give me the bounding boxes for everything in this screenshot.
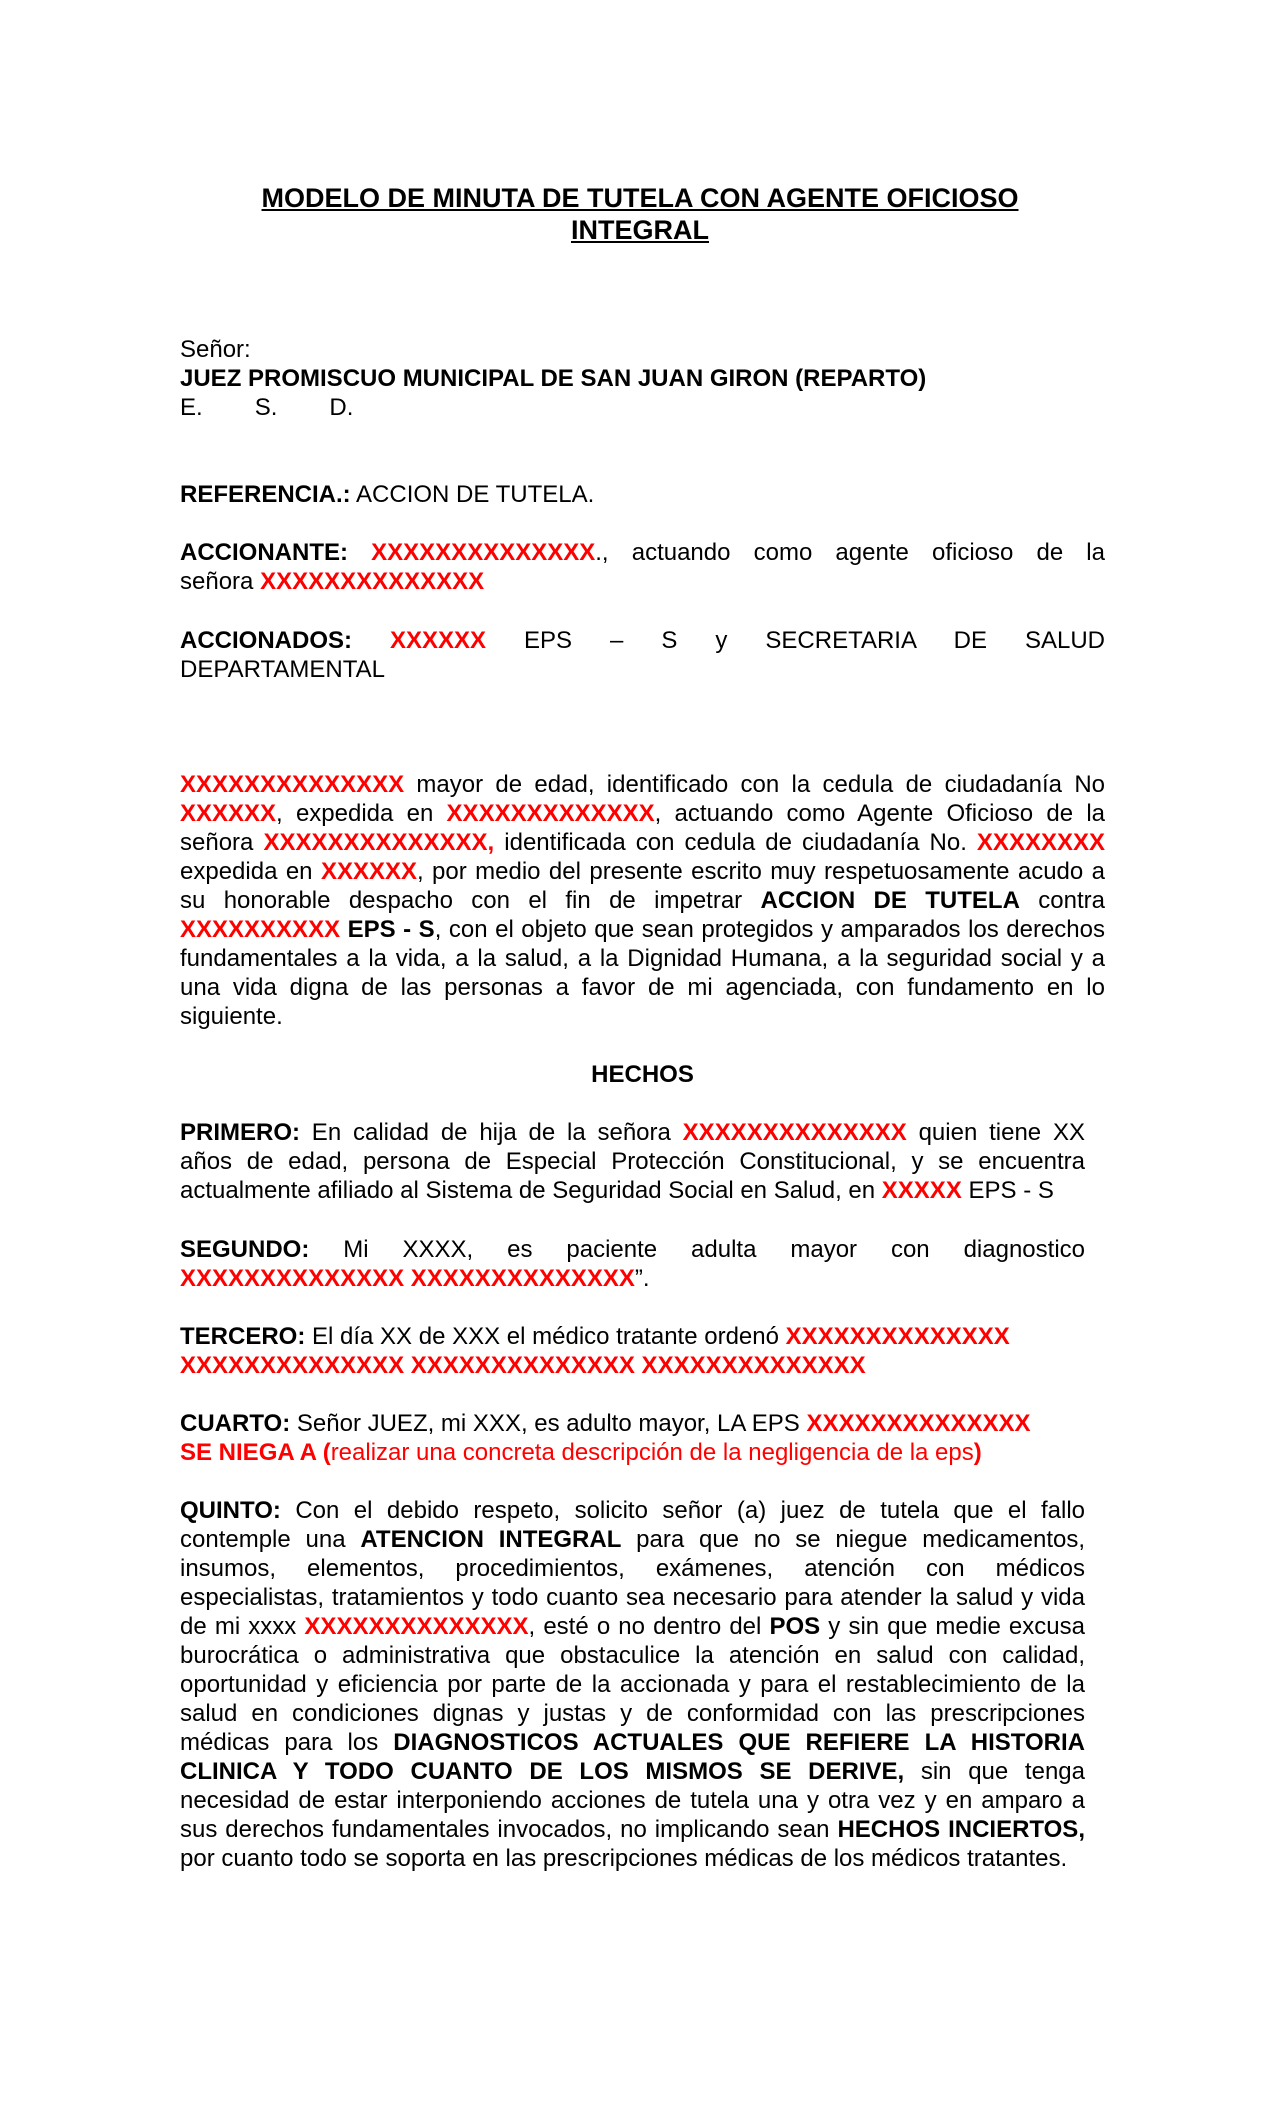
accionante-text-2: señora bbox=[180, 568, 261, 595]
text-run: para que no se niegue medicamentos, insumos, elementos, procedimientos, exámenes, atención con médicos especialistas, tratamientos y todo cuanto sea necesario para atender la salud y vida de mi xxxx bbox=[180, 1526, 1086, 1640]
accionados-label: ACCIONADOS: bbox=[180, 627, 352, 654]
text-run: , actuando como Agente Oficioso de la señora bbox=[180, 800, 1105, 856]
bold-run: HECHOS INCIERTOS, bbox=[837, 1816, 1085, 1843]
redacted-field: XXXXXXXX bbox=[976, 829, 1105, 856]
redacted-field: XXXXXXXXXXXXXX bbox=[806, 1410, 1031, 1437]
esd-e: E. bbox=[180, 394, 203, 421]
text-run: , por medio del presente escrito muy respetuosamente acudo a su honorable despacho con el fin de impetrar bbox=[180, 858, 1106, 914]
tercero-line-2: XXXXXXXXXXXXXX XXXXXXXXXXXXXX XXXXXXXXXXXXXX bbox=[180, 1352, 866, 1379]
accionante-line-1 bbox=[180, 538, 1105, 567]
redacted-field: XXXXXXXXXXXXXX bbox=[682, 1119, 907, 1146]
hecho-tercero bbox=[180, 1322, 1085, 1380]
redacted-field: XXXXX bbox=[881, 1177, 962, 1204]
referencia-label: REFERENCIA.: bbox=[180, 481, 351, 508]
esd-s: S. bbox=[254, 394, 278, 421]
accionante-block bbox=[180, 538, 1105, 596]
hecho-segundo bbox=[180, 1235, 1085, 1293]
text-run: quien tiene XX años de edad, persona de Especial Protección Constitucional, y se encuentra actualmente afiliado al Sistema de Seguridad Social en Salud, en bbox=[180, 1119, 1085, 1204]
bold-run: ATENCION INTEGRAL bbox=[360, 1526, 622, 1553]
esd-line bbox=[180, 393, 1105, 422]
referencia-line bbox=[180, 480, 1105, 509]
accionante-label: ACCIONANTE: bbox=[180, 539, 348, 566]
addressee-block bbox=[180, 335, 1105, 422]
cuarto-line-2 bbox=[180, 1438, 1085, 1467]
text-run: , esté o no dentro del bbox=[528, 1613, 770, 1640]
redacted-field: SE NIEGA A ( bbox=[180, 1439, 331, 1466]
salutation: Señor: bbox=[180, 336, 251, 363]
accionados-block bbox=[180, 626, 1105, 684]
redacted-field: ) bbox=[973, 1439, 982, 1466]
redacted-field: XXXXXXXXXXXXXX XXXXXXXXXXXXXX bbox=[180, 1265, 635, 1292]
text-run: sin que tenga necesidad de estar interponiendo acciones de tutela una y otra vez y en amparo a sus derechos fundamentales invocados, no implicando sean bbox=[180, 1758, 1085, 1843]
text-run: mayor de edad, identificado con la cedula de ciudadanía No bbox=[404, 771, 1105, 798]
hecho-label: QUINTO: bbox=[180, 1497, 281, 1524]
bold-run: EPS - S bbox=[340, 916, 435, 943]
redacted-field: XXXXXX bbox=[320, 858, 417, 885]
text-run: Con el debido respeto, solicito señor (a) juez de tutela que el fallo contemple una bbox=[180, 1497, 1085, 1553]
accionante-text-1: ., actuando como agente oficioso de la bbox=[595, 539, 1105, 566]
cuarto-line-1 bbox=[180, 1409, 1085, 1438]
hecho-label: CUARTO: bbox=[180, 1410, 291, 1437]
redacted-field: XXXXXXXXXXXXXX, bbox=[263, 829, 495, 856]
redacted-field: XXXXXXXXXXXXX bbox=[446, 800, 655, 827]
intro-paragraph bbox=[180, 770, 1105, 1031]
accionados-line-2: DEPARTAMENTAL bbox=[180, 656, 385, 683]
hecho-cuarto bbox=[180, 1409, 1085, 1467]
accionante-line-2 bbox=[180, 567, 1105, 596]
redacted-field: XXXXXXXXXXXXXX bbox=[180, 771, 405, 798]
text-run: por cuanto todo se soporta en las prescripciones médicas de los médicos tratantes. bbox=[180, 1845, 1068, 1872]
esd-d: D. bbox=[329, 394, 354, 421]
hecho-label: TERCERO: bbox=[180, 1323, 306, 1350]
segundo-line-2 bbox=[180, 1264, 1085, 1293]
bold-run: DIAGNOSTICOS ACTUALES QUE REFIERE LA HISTORIA CLINICA Y TODO CUANTO DE LOS MISMOS SE DERIVE, bbox=[180, 1729, 1085, 1785]
redacted-field: XXXXXXXXXXXXXX bbox=[304, 1613, 529, 1640]
bold-run: ACCION DE TUTELA bbox=[760, 887, 1020, 914]
accionados-name: XXXXXX bbox=[390, 627, 487, 654]
accionados-line-1 bbox=[180, 626, 1105, 655]
hechos-heading: HECHOS bbox=[591, 1061, 694, 1088]
redacted-field: XXXXXXXXXXXXXX bbox=[785, 1323, 1010, 1350]
text-run: , expedida en bbox=[276, 800, 447, 827]
red-note: realizar una concreta descripción de la negligencia de la eps bbox=[330, 1439, 974, 1466]
document-title: MODELO DE MINUTA DE TUTELA CON AGENTE OFICIOSO INTEGRAL bbox=[261, 183, 1019, 245]
text-run: El día XX de XXX el médico tratante ordenó bbox=[305, 1323, 786, 1350]
bold-run: POS bbox=[769, 1613, 821, 1640]
accionante-name-2: XXXXXXXXXXXXXX bbox=[260, 568, 485, 595]
tercero-line-1 bbox=[180, 1322, 1085, 1351]
text-run: , con el objeto que sean protegidos y amparados los derechos fundamentales a la vida, a la salud, a la Dignidad Humana, a la seguridad social y a una vida digna de las personas a favor de mi agenciada, con fundamento en lo siguiente. bbox=[180, 916, 1106, 1030]
text-run: Señor JUEZ, mi XXX, es adulto mayor, LA EPS bbox=[290, 1410, 807, 1437]
redacted-field: XXXXXX bbox=[180, 800, 277, 827]
accionados-text-1: EPS – S y SECRETARIA DE SALUD bbox=[486, 627, 1105, 654]
text-run: Mi XXXX, es paciente adulta mayor con diagnostico bbox=[309, 1236, 1085, 1263]
text-run: identificada con cedula de ciudadanía No. bbox=[494, 829, 977, 856]
text-run: EPS - S bbox=[961, 1177, 1054, 1204]
hecho-primero bbox=[180, 1118, 1085, 1205]
text-run: ”. bbox=[634, 1265, 650, 1292]
text-run: y sin que medie excusa burocrática o administrativa que obstaculice la atención en salud con calidad, oportunidad y eficiencia por parte de la accionada y para el restablecimiento de la salud en condiciones dignas y justas y de conformidad con las prescripciones médicas para los bbox=[180, 1613, 1085, 1756]
addressee-name: JUEZ PROMISCUO MUNICIPAL DE SAN JUAN GIRON (REPARTO) bbox=[180, 365, 927, 392]
hecho-label: PRIMERO: bbox=[180, 1119, 300, 1146]
text-run: contra bbox=[1019, 887, 1105, 914]
redacted-field: XXXXXXXXXX bbox=[180, 916, 341, 943]
accionante-name: XXXXXXXXXXXXXX bbox=[371, 539, 596, 566]
text-run: En calidad de hija de la señora bbox=[300, 1119, 683, 1146]
text-run: expedida en bbox=[180, 858, 321, 885]
hecho-label: SEGUNDO: bbox=[180, 1236, 310, 1263]
segundo-line-1 bbox=[180, 1235, 1085, 1264]
referencia-text: ACCION DE TUTELA. bbox=[350, 481, 595, 508]
hecho-quinto bbox=[180, 1496, 1085, 1873]
